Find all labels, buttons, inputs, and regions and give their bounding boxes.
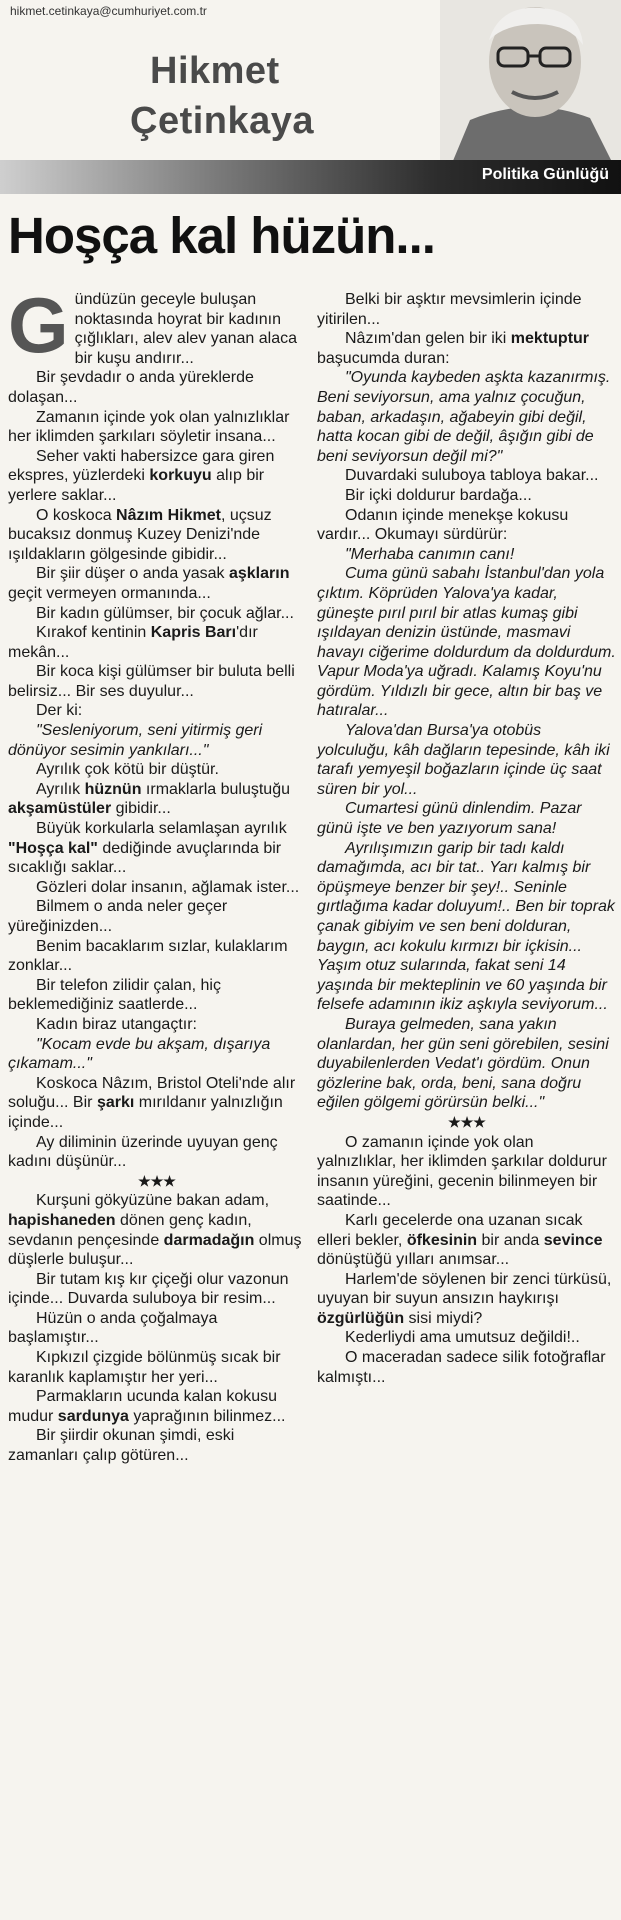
paragraph: Kıpkızıl çizgide bölünmüş sıcak bir karanlık kaplamıştır her yeri...: [8, 1349, 281, 1386]
headline: Hoşça kal hüzün...: [8, 207, 435, 264]
paragraph: Yalova'dan Bursa'ya otobüs yolculuğu, kâh dağların tepesinde, kâh iki tarafı yemyeşil boğazların içinde üç saat süren bir yol...: [317, 722, 610, 798]
paragraph: Ayrılışımızın garip bir tadı kaldı damağımda, acı bir tat.. Yarı kalmış bir öpüşmeye benzer bir şey!.. Seninle gırtlağıma kadar doluyum!.. Ben bir toprak çanak gibiyim ve sen beni dolduran, baygın, acı kokulu kırmızı bir içkisin... Yaşım otuz sularında, fakat seni 14 yaşında bir mekteplinin ve 60 yaşında bir felsefe adamının ikiz aşkıyla seviyorum...: [317, 839, 615, 1014]
paragraph: Bir tutam kış kır çiçeği olur vazonun içinde... Duvarda suluboya bir resim...: [8, 1270, 289, 1308]
paragraph: O koskoca Nâzım Hikmet, uçsuz bucaksız donmuş Kuzey Denizi'nde ışıldakların gölgesinde gibidir...: [8, 506, 272, 563]
paragraph: Bir şiirdir okunan şimdi, eski zamanları çalıp götüren...: [8, 1427, 235, 1465]
paragraph: Ayrılık hüznün ırmaklarla buluştuğu akşamüstüler gibidir...: [8, 780, 290, 818]
paragraph: Cumartesi günü dinlendim. Pazar günü işte ve ben yazıyorum sana!: [317, 800, 582, 838]
paragraph: Bir kadın gülümser, bir çocuk ağlar...: [36, 604, 294, 622]
paragraph: Bir içki doldurur bardağa...: [345, 486, 532, 504]
paragraph: Bir şiir düşer o anda yasak aşkların geçit vermeyen ormanında...: [8, 565, 290, 602]
section-divider: ★★★: [138, 1172, 176, 1189]
author-photo: [440, 0, 621, 168]
paragraph: O maceradan sadece silik fotoğraflar kalmıştı...: [317, 1349, 606, 1386]
article-column-left: [8, 281, 306, 1466]
paragraph: O zamanın içinde yok olan yalnızlıklar, her iklimden şarkılar doldurur insanın yüreğini, gecenin bilinmeyen bir saatinde...: [317, 1133, 607, 1210]
paragraph: Belki bir aşktır mevsimlerin içinde yitirilen...: [317, 291, 582, 328]
section-label: Politika Günlüğü: [481, 166, 609, 183]
paragraph: Bir koca kişi gülümser bir buluta belli belirsiz... Bir ses duyulur...: [8, 663, 295, 700]
paragraph: Gündüzün geceyle buluşan noktasında hoyrat bir kadının çığlıkları, alev alev yanan alaca bir kuşu andırır...: [8, 281, 298, 369]
paragraph: "Kocam evde bu akşam, dışarıya çıkamam...": [8, 1035, 271, 1073]
paragraph: Bir telefon zilidir çalan, hiç beklemediğiniz saatlerde...: [8, 976, 221, 1014]
paragraph: Ayrılık çok kötü bir düştür.: [36, 761, 219, 779]
author-email: hikmet.cetinkaya@cumhuriyet.com.tr: [10, 4, 207, 18]
paragraph: Kurşuni gökyüzüne bakan adam, hapishaneden dönen genç kadın, sevdanın pençesinde darmadağın olmuş düşlerle buluşur...: [8, 1192, 302, 1269]
paragraph: Buraya gelmeden, sana yakın olanlardan, her gün seni görebilen, sesini duyabilenlerden Vedat'ı gördüm. Onun gözlerine bak, orda, beni, sana doğru eğilen gölgemi görürsün belki...": [317, 1015, 609, 1112]
paragraph: Cuma günü sabahı İstanbul'dan yola çıktım. Köprüden Yalova'ya kadar, güneşte pırıl pırıl bir atlas kumaş gibi ışıldayan denizin üstünde, masmavi havayı ciğerime doldurdum da doldurdum. Vapur Moda'ya uğradı. Kalamış Koyu'nu gördüm. Yıldızlı bir gece, altın bir baş ve hatıralar...: [317, 565, 616, 720]
paragraph: Büyük korkularla selamlaşan ayrılık "Hoşça kal" dediğinde avuçlarında bir sıcaklığı saklar...: [8, 820, 287, 877]
paragraph: Duvardaki suluboya tabloya bakar...: [345, 467, 599, 485]
paragraph: Ay diliminin üzerinde uyuyan genç kadını düşünür...: [8, 1133, 278, 1171]
paragraph: "Merhaba canımın canı!: [345, 545, 515, 563]
paragraph: Bilmem o anda neler geçer yüreğinizden...: [8, 898, 228, 935]
paragraph: Karlı gecelerde ona uzanan sıcak elleri bekler, öfkesinin bir anda sevince dönüştüğü yılları anımsar...: [317, 1211, 603, 1269]
paragraph: Seher vakti habersizce gara giren ekspres, yüzlerdeki korkuyu alıp bir yerlere saklar...: [8, 447, 275, 504]
author-first-name: Hikmet: [150, 50, 280, 92]
paragraph: Kırakof kentinin Kapris Barı'dır mekân...: [8, 624, 258, 661]
paragraph: Odanın içinde menekşe kokusu vardır... Okumayı sürdürür:: [317, 506, 569, 544]
paragraph: Benim bacaklarım sızlar, kulaklarım zonklar...: [8, 937, 288, 975]
section-divider: ★★★: [448, 1113, 486, 1130]
paragraph: Nâzım'dan gelen bir iki mektuptur başucumda duran:: [317, 330, 590, 367]
paragraph: Parmakların ucunda kalan kokusu mudur sardunya yaprağının bilinmez...: [8, 1388, 286, 1425]
paragraph: Der ki:: [36, 702, 83, 720]
paragraph: Bir şevdadır o anda yüreklerde dolaşan...: [8, 369, 254, 406]
paragraph: Kadın biraz utangaçtır:: [36, 1015, 197, 1033]
author-last-name: Çetinkaya: [130, 100, 315, 142]
paragraph: Kederliydi ama umutsuz değildi!..: [345, 1329, 580, 1347]
paragraph: Koskoca Nâzım, Bristol Oteli'nde alır soluğu... Bir şarkı mırıldanır yalnızlığın içinde...: [8, 1074, 296, 1131]
paragraph: "Sesleniyorum, seni yitirmiş geri dönüyor sesimin yankıları...": [8, 722, 263, 759]
paragraph: Zamanın içinde yok olan yalnızlıklar her iklimden şarkıları söyletir insana...: [8, 408, 290, 446]
paragraph: Gözleri dolar insanın, ağlamak ister...: [36, 878, 300, 896]
paragraph: "Oyunda kaybeden aşkta kazanırmış. Beni seviyorsun, ama yalnız çocuğun, baban, arkadaşın, ağabeyin gibi değil, hatta kocan gibi de değil, âşığın gibi de beni seviyorsun değil mi?": [317, 369, 611, 465]
article-column-right: [317, 290, 617, 1387]
paragraph: Hüzün o anda çoğalmaya başlamıştır...: [8, 1309, 218, 1347]
paragraph: Harlem'de söylenen bir zenci türküsü, uyuyan bir suyun ansızın haykırışı özgürlüğün sisi miydi?: [317, 1270, 612, 1327]
